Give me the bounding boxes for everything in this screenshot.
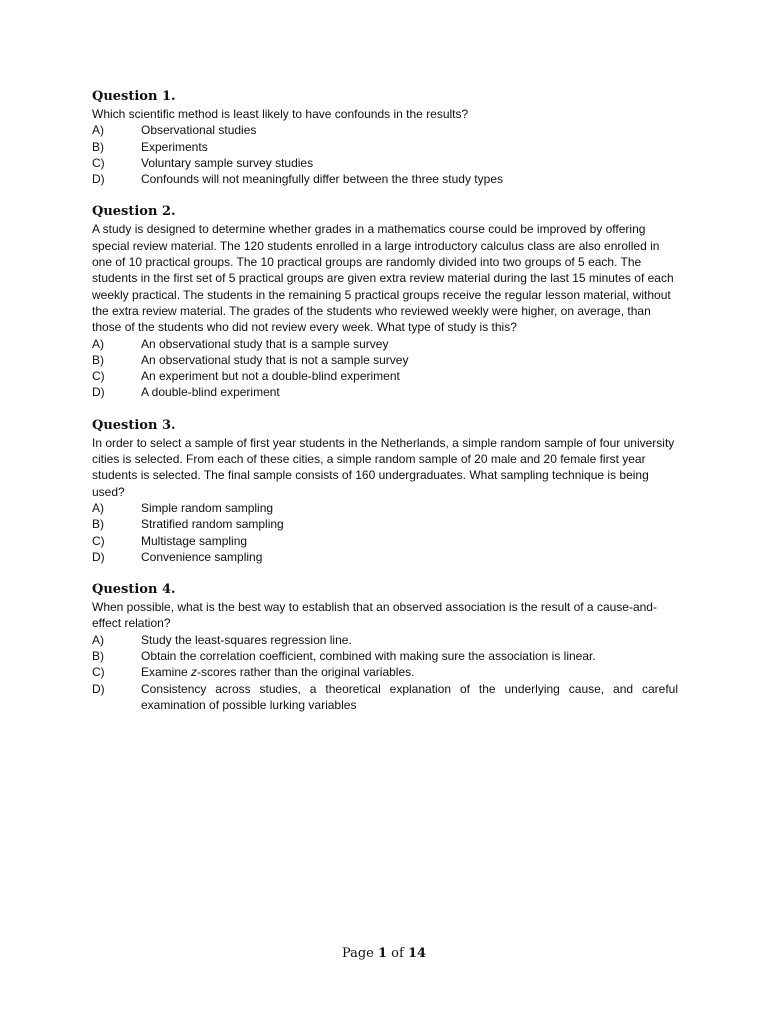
page-footer [0,946,768,961]
option-letter: B) [92,649,104,664]
option-text: Experiments [141,139,208,154]
option-letter: A) [92,123,104,138]
option-letter: A) [92,632,104,647]
answer-option [92,664,678,680]
document-page [92,87,678,728]
answer-option [92,155,678,171]
option-text: Consistency across studies, a theoretical explanation of the underlying cause, and careful examination of possible lurking variables [141,681,678,712]
option-letter: A) [92,500,104,515]
answer-option [92,681,678,714]
question-3 [92,416,678,565]
question-text: In order to select a sample of first year students in the Netherlands, a simple random sample of four university cities is selected. From each of these cities, a simple random sample of 20 male and 20 female first year students is selected. The final sample consists of 160 undergraduates. What sampling technique is being used? [92,435,675,499]
question-2 [92,202,678,400]
option-text: Stratified random sampling [141,517,284,532]
question-title: Question 3. [92,417,176,433]
option-text: Voluntary sample survey studies [141,155,314,170]
option-letter: C) [92,665,105,680]
option-letter: C) [92,369,105,384]
option-text [141,664,678,680]
option-letter: C) [92,155,105,170]
question-text: A study is designed to determine whether grades in a mathematics course could be improved by offering special review material. The 120 students enrolled in a large introductory calculus class are also enrolled in one of 10 practical groups. The 10 practical groups are randomly divided into two groups of 5 each. The students in the first set of 5 practical groups are given extra review material during the last 15 minutes of each weekly practical. The students in the remaining 5 practical groups receive the regular lesson material, without the extra review material. The grades of the students who reviewed weekly were higher, on average, than those of the students who did not review every week. What type of study is this? [92,222,674,335]
option-letter: D) [92,549,105,564]
option-letter: B) [92,517,104,532]
answer-option [92,122,678,138]
option-letter: D) [92,681,105,696]
question-title: Question 2. [92,204,176,220]
option-letter: D) [92,172,105,187]
option-text: Multistage sampling [141,533,248,548]
footer-current-page: 1 [378,946,388,961]
option-text: A double-blind experiment [141,385,280,400]
footer-total-pages: 14 [407,946,427,961]
question-1 [92,87,678,187]
option-letter: B) [92,352,104,367]
answer-option [92,336,678,352]
answer-option [92,648,678,664]
option-letter: C) [92,533,105,548]
option-text: An observational study that is a sample survey [141,336,389,351]
footer-prefix: Page [341,946,378,961]
option-text-italic: z [191,665,198,680]
option-text: Observational studies [141,123,257,138]
option-text: An observational study that is not a sample survey [141,352,409,367]
option-text: An experiment but not a double-blind experiment [141,369,400,384]
question-title: Question 4. [92,582,176,598]
option-letter: B) [92,139,104,154]
answer-option [92,352,678,368]
answer-option [92,139,678,155]
option-text-before: Examine [141,665,192,680]
answer-option [92,516,678,532]
answer-option [92,384,678,400]
question-title: Question 1. [92,89,176,104]
option-text: Confounds will not meaningfully differ between the three study types [141,172,503,187]
answer-option [92,500,678,516]
option-text: Convenience sampling [141,549,263,564]
answer-option [92,632,678,648]
question-4 [92,580,678,713]
answer-option [92,549,678,565]
option-text-after: -scores rather than the original variables. [197,665,415,680]
option-text: Obtain the correlation coefficient, combined with making sure the association is linear. [141,649,596,664]
option-letter: D) [92,385,105,400]
answer-option [92,533,678,549]
option-text: Study the least-squares regression line. [141,632,352,647]
question-text: Which scientific method is least likely to have confounds in the results? [92,107,469,121]
option-text: Simple random sampling [141,500,274,515]
question-text: When possible, what is the best way to establish that an observed association is the result of a cause-and-effect relation? [92,600,657,631]
option-letter: A) [92,336,104,351]
answer-option [92,171,678,187]
answer-option [92,368,678,384]
footer-middle: of [387,946,408,961]
